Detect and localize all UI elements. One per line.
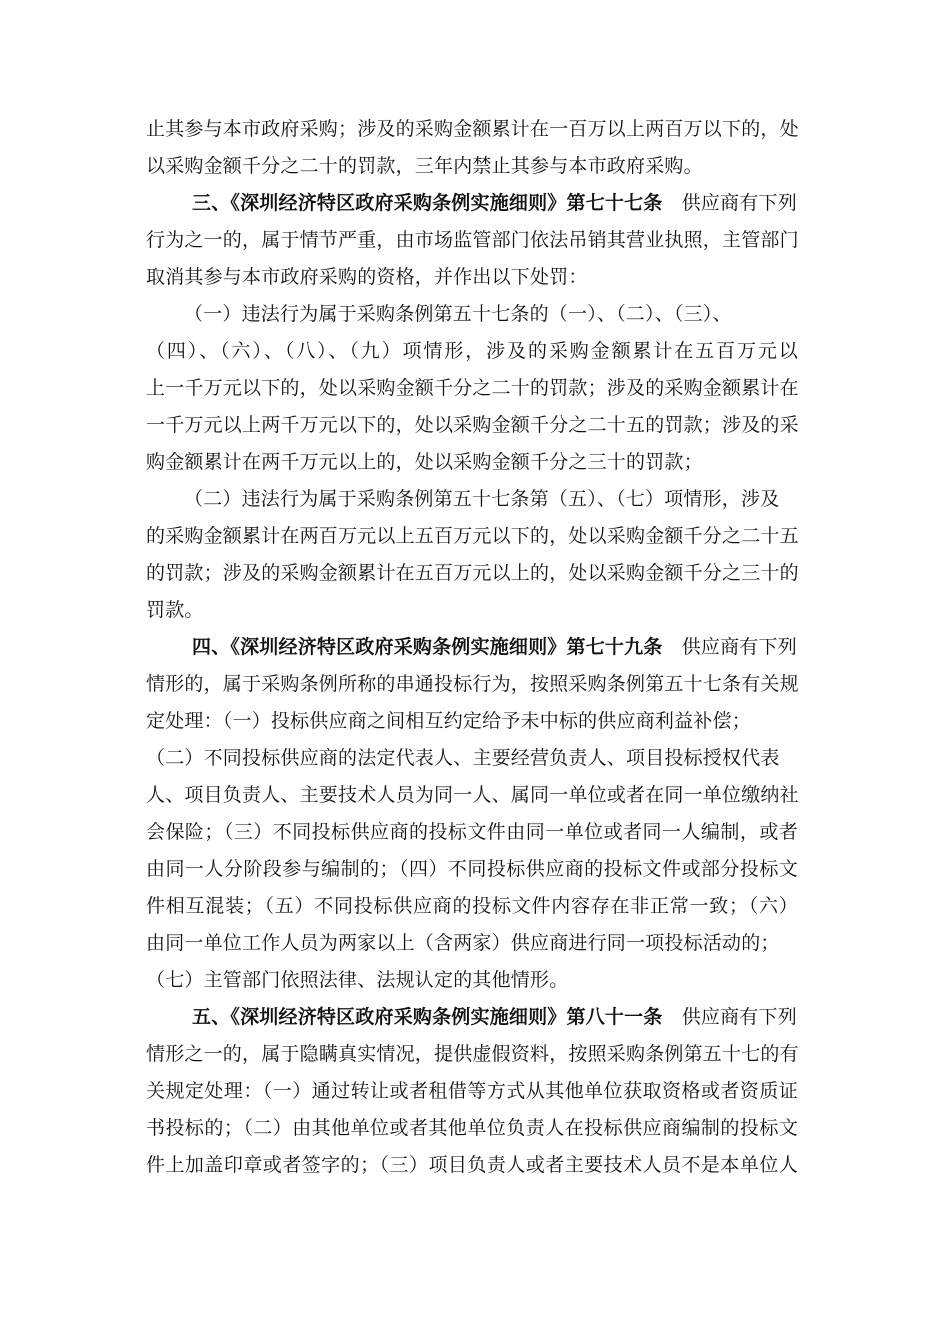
text-line: 行为之一的，属于情节严重，由市场监管部门依法吊销其营业执照，主管部门 bbox=[146, 229, 799, 251]
section-heading-line: 四、《深圳经济特区政府采购条例实施细则》第七十九条 供应商有下列 bbox=[192, 636, 797, 658]
text-line: 情形的，属于采购条例所称的串通投标行为，按照采购条例第五十七条有关规 bbox=[146, 673, 799, 695]
section-heading: 四、《深圳经济特区政府采购条例实施细则》第七十九条 bbox=[192, 636, 663, 658]
text-line: 的采购金额累计在两百万元以上五百万元以下的，处以采购金额千分之二十五 bbox=[146, 525, 799, 547]
text-line: 上一千万元以下的，处以采购金额千分之二十的罚款；涉及的采购金额累计在 bbox=[146, 377, 799, 399]
text-line: 关规定处理：（一）通过转让或者租借等方式从其他单位获取资格或者资质证 bbox=[146, 1080, 798, 1102]
text-line: （一）违法行为属于采购条例第五十七条的（一）、（二）、（三）、 bbox=[184, 303, 732, 325]
text-line: 购金额累计在两千万元以上的，处以采购金额千分之三十的罚款； bbox=[146, 451, 703, 473]
text-line: 会保险；（三）不同投标供应商的投标文件由同一单位或者同一人编制，或者 bbox=[146, 821, 798, 843]
text-line: 情形之一的，属于隐瞒真实情况，提供虚假资料，按照采购条例第五十七的有 bbox=[146, 1043, 799, 1065]
text-line: 的罚款；涉及的采购金额累计在五百万元以上的，处以采购金额千分之三十的 bbox=[146, 562, 799, 584]
section-heading: 三、《深圳经济特区政府采购条例实施细则》第七十七条 bbox=[192, 192, 663, 214]
text-line: 件上加盖印章或者签字的；（三）项目负责人或者主要技术人员不是本单位人 bbox=[146, 1154, 798, 1176]
text-line: （七）主管部门依照法律、法规认定的其他情形。 bbox=[146, 969, 569, 991]
text-line: 件相互混装；（五）不同投标供应商的投标文件内容存在非正常一致；（六） bbox=[146, 895, 798, 917]
text-line: 取消其参与本市政府采购的资格，并作出以下处罚： bbox=[146, 266, 588, 288]
text-line: （二）不同投标供应商的法定代表人、主要经营负责人、项目投标授权代表 bbox=[146, 747, 780, 769]
text-line: 罚款。 bbox=[146, 599, 204, 621]
section-heading-line: 三、《深圳经济特区政府采购条例实施细则》第七十七条 供应商有下列 bbox=[192, 192, 797, 214]
section-heading: 五、《深圳经济特区政府采购条例实施细则》第八十一条 bbox=[192, 1006, 663, 1028]
text-line: 定处理：（一）投标供应商之间相互约定给予未中标的供应商利益补偿； bbox=[146, 710, 751, 732]
text-line: 由同一单位工作人员为两家以上（含两家）供应商进行同一项投标活动的； bbox=[146, 932, 780, 954]
text-line: 止其参与本市政府采购；涉及的采购金额累计在一百万以上两百万以下的，处 bbox=[146, 118, 799, 140]
text-line: 一千万元以上两千万元以下的，处以采购金额千分之二十五的罚款；涉及的采 bbox=[146, 414, 799, 436]
section-heading-line: 五、《深圳经济特区政府采购条例实施细则》第八十一条 供应商有下列 bbox=[192, 1006, 797, 1028]
text-line: （四）、（六）、（八）、（九）项情形，涉及的采购金额累计在五百万元以 bbox=[146, 340, 798, 362]
text-line: 由同一人分阶段参与编制的；（四）不同投标供应商的投标文件或部分投标文 bbox=[146, 858, 798, 880]
text-line: 书投标的；（二）由其他单位或者其他单位负责人在投标供应商编制的投标文 bbox=[146, 1117, 798, 1139]
text-line: 人、项目负责人、主要技术人员为同一人、属同一单位或者在同一单位缴纳社 bbox=[146, 784, 799, 806]
text-line: 以采购金额千分之二十的罚款，三年内禁止其参与本市政府采购。 bbox=[146, 155, 703, 177]
text-line: （二）违法行为属于采购条例第五十七条第（五）、（七）项情形，涉及 bbox=[184, 488, 780, 510]
